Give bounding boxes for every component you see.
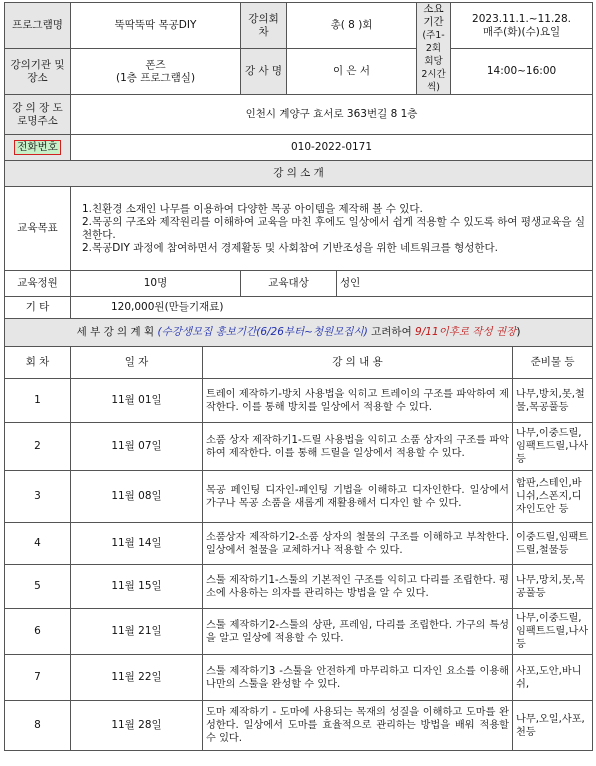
row-content: 스툴 제작하기3 -스툴을 안전하게 마무리하고 디자인 요소를 이용해 나만의 스툴을 완성할 수 있다. [203, 655, 513, 701]
institution-label: 강의기관 및 장소 [5, 49, 71, 95]
plan-title-end: ) [516, 326, 521, 338]
sessions-label: 강의회차 [241, 3, 287, 49]
duration-label: 소요기간 [423, 3, 444, 28]
goal-row [5, 187, 593, 271]
etc-label: 기 타 [5, 297, 71, 319]
row-no: 3 [5, 471, 71, 523]
capacity-label: 교육정원 [5, 271, 71, 297]
program-label: 프로그램명 [5, 3, 71, 49]
row-no: 8 [5, 701, 71, 751]
col-date: 일 자 [71, 347, 203, 379]
intro-title: 강 의 소 개 [5, 161, 593, 187]
capacity-row [5, 271, 593, 297]
target-value: 성인 [337, 271, 593, 297]
row-content: 소품상자 제작하기2-소품 상자의 철물의 구조를 이해하고 부착한다. 일상에서 철물을 교체하거나 적용할 수 있다. [203, 523, 513, 565]
time-value: 14:00~16:00 [451, 49, 593, 95]
institution-cell [71, 49, 241, 95]
address-label: 강 의 장 도로명주소 [5, 95, 71, 135]
goal-line-2: 2.목공의 구조와 제작원리를 이해하여 교육을 마친 후에도 일상에서 쉽게 적용할 수 있도록 하여 평생교육을 실천한다. [82, 215, 586, 241]
institution-name: 폰즈 [145, 58, 166, 71]
col-materials: 준비물 등 [513, 347, 593, 379]
table-row [5, 565, 593, 609]
row-date: 11월 07일 [71, 423, 203, 471]
row-content: 스툴 제작하기1-스툴의 기본적인 구조를 익히고 다리를 조립한다. 평소에 사용하는 의자를 관리하는 방법을 알 수 있다. [203, 565, 513, 609]
row-no: 1 [5, 379, 71, 423]
row-date: 11월 15일 [71, 565, 203, 609]
plan-title [5, 319, 593, 347]
phone-value: 010-2022-0171 [71, 135, 593, 161]
goal-label: 교육목표 [5, 187, 71, 271]
goal-line-1: 1.친환경 소재인 나무를 이용하여 다양한 목공 아이템을 제작해 볼 수 있다. [82, 202, 423, 215]
phone-row [5, 135, 593, 161]
intro-title-row [5, 161, 593, 187]
sessions-value: 총( 8 )회 [287, 3, 417, 49]
days-value: 매주(화)(수)요일 [482, 25, 561, 38]
plan-title-row [5, 319, 593, 347]
address-value: 인천시 계양구 효서로 363번길 8 1층 [71, 95, 593, 135]
header-row-program [5, 3, 593, 49]
row-materials: 나무,오일,사포,천등 [513, 701, 593, 751]
row-materials: 나무,망치,못,목공풀등 [513, 565, 593, 609]
plan-title-red: 9/11이후로 작성 권장 [415, 326, 517, 338]
phone-label-cell [5, 135, 71, 161]
instructor-name: 이 은 서 [287, 49, 417, 95]
row-date: 11월 22일 [71, 655, 203, 701]
row-materials: 나무,이중드릴,임팩트드릴,나사등 [513, 609, 593, 655]
target-label: 교육대상 [241, 271, 337, 297]
col-content: 강 의 내 용 [203, 347, 513, 379]
duration-sub: (주1-2회 회당 2시간 씩) [421, 30, 446, 93]
header-row-institution [5, 49, 593, 95]
institution-place: (1층 프로그램실) [115, 71, 196, 84]
row-date: 11월 21일 [71, 609, 203, 655]
col-no: 회 차 [5, 347, 71, 379]
row-materials: 나무,이중드릴,임팩트드릴,나사등 [513, 423, 593, 471]
plan-title-blue: (수강생모집 홍보기간(6/26부터~청원모집시) [157, 326, 368, 338]
row-content: 스툴 제작하기2-스툴의 상판, 프레임, 다리를 조립한다. 가구의 특성을 알고 일상에 적용할 수 있다. [203, 609, 513, 655]
row-no: 6 [5, 609, 71, 655]
table-row [5, 523, 593, 565]
etc-value: 120,000원(만들기재료) [71, 297, 593, 319]
program-name: 뚝딱뚝딱 목공DIY [71, 3, 241, 49]
row-materials: 사포,도안,바니쉬, [513, 655, 593, 701]
period-cell [451, 3, 593, 49]
lecture-plan-table [4, 2, 593, 751]
row-content: 소품 상자 제작하기1-드릴 사용법을 익히고 소품 상자의 구조를 파악하여 제작한다. 이를 통해 드릴을 일상에서 적용할 수 있다. [203, 423, 513, 471]
row-no: 7 [5, 655, 71, 701]
table-row [5, 423, 593, 471]
row-no: 5 [5, 565, 71, 609]
row-no: 2 [5, 423, 71, 471]
row-materials: 나무,방치,못,철물,목공풀등 [513, 379, 593, 423]
table-row [5, 379, 593, 423]
goal-lines [71, 187, 593, 271]
phone-label: 전화번호 [14, 140, 61, 155]
table-row [5, 609, 593, 655]
instructor-label: 강 사 명 [241, 49, 287, 95]
row-date: 11월 14일 [71, 523, 203, 565]
row-date: 11월 08일 [71, 471, 203, 523]
duration-cell [417, 3, 451, 95]
table-row [5, 655, 593, 701]
capacity-value: 10명 [71, 271, 241, 297]
plan-title-main: 세 부 강 의 계 획 [76, 326, 155, 338]
table-row [5, 701, 593, 751]
row-no: 4 [5, 523, 71, 565]
plan-header-row [5, 347, 593, 379]
row-content: 도마 제작하기 - 도마에 사용되는 목재의 성질을 이해하고 도마를 완성한다. 일상에서 도마를 효율적으로 관리하는 방법을 배워 적용할 수 있다. [203, 701, 513, 751]
row-materials: 이중드릴,임팩트드릴,철물등 [513, 523, 593, 565]
address-row [5, 95, 593, 135]
row-content: 목공 페인팅 디자인-페인팅 기법을 이해하고 디자인한다. 일상에서 가구나 목공 소품을 새롭게 재활용해서 디자인 할 수 있다. [203, 471, 513, 523]
plan-title-mid: 고려하여 [367, 326, 416, 338]
row-date: 11월 28일 [71, 701, 203, 751]
goal-line-3: 2.목공DIY 과정에 참여하면서 경제활동 및 사회참여 기반조성을 위한 네트워크를 형성한다. [82, 241, 498, 254]
row-date: 11월 01일 [71, 379, 203, 423]
row-materials: 합판,스테인,바니쉬,스폰지,디자인도안 등 [513, 471, 593, 523]
table-row [5, 471, 593, 523]
row-content: 트레이 제작하기-방치 사용법을 익히고 트레이의 구조를 파악하여 제작한다. 이를 통해 방치를 일상에서 적용할 수 있다. [203, 379, 513, 423]
etc-row [5, 297, 593, 319]
period-value: 2023.11.1.~11.28. [472, 12, 572, 25]
